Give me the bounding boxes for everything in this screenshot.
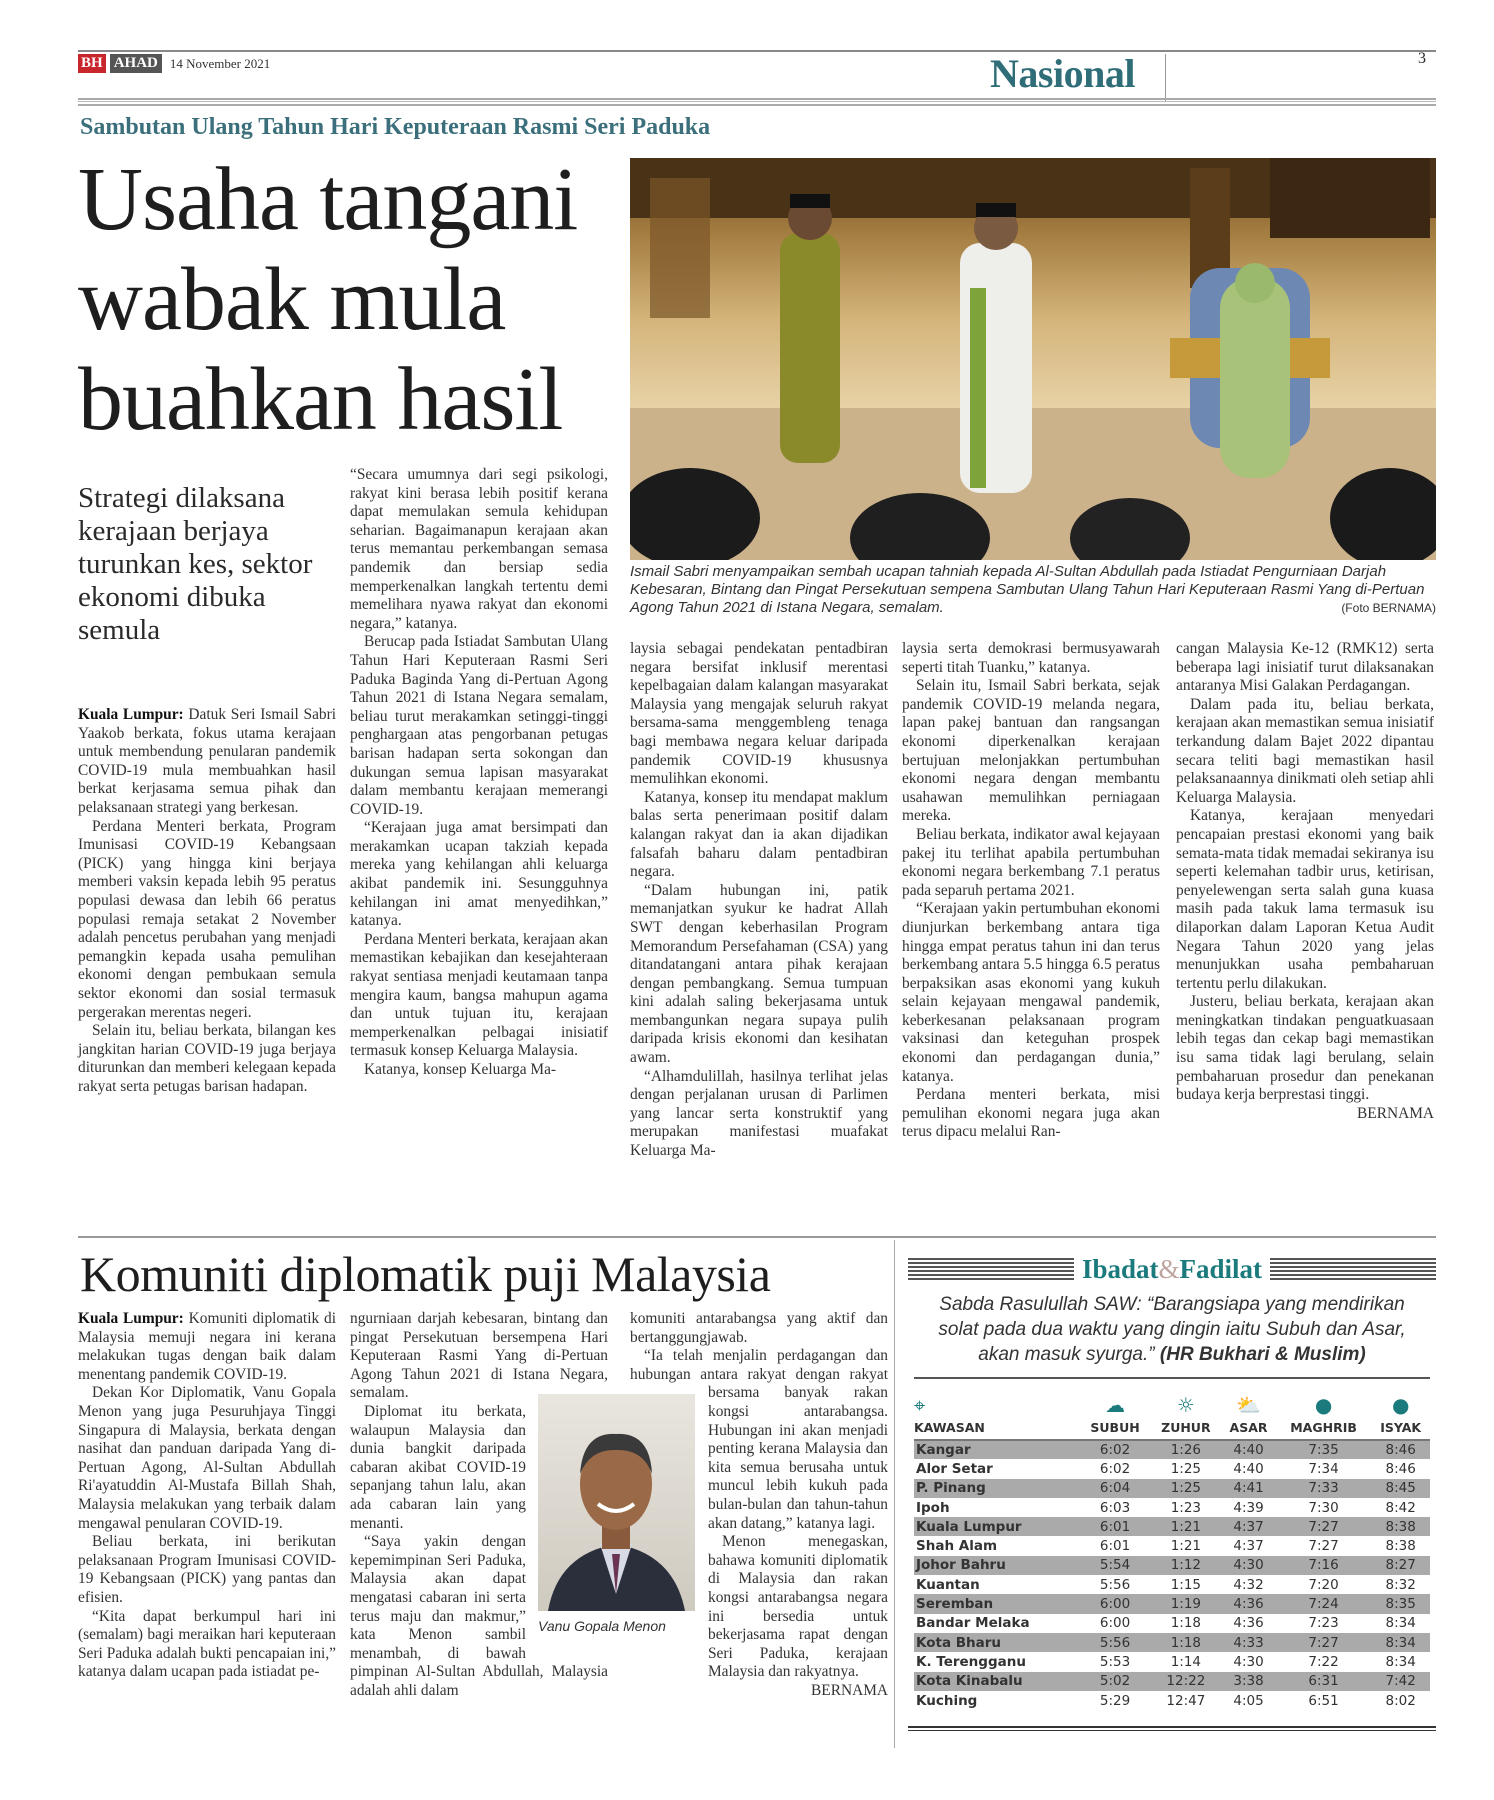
article-photo [630, 158, 1436, 560]
paragraph [350, 633, 608, 819]
table-row [914, 1691, 1430, 1710]
prayer-time: 4:33 [1221, 1633, 1275, 1652]
article-column [1176, 640, 1434, 1123]
prayer-time: 1:23 [1170, 1499, 1202, 1516]
cloud-icon: ☁ [1105, 1393, 1126, 1417]
paragraph [1176, 696, 1434, 808]
top-rule [78, 50, 1436, 52]
photo-caption [630, 563, 1436, 617]
prayer-time: 8:27 [1371, 1556, 1430, 1575]
section-title: Nasional [990, 51, 1135, 96]
portrait-caption: Vanu Gopala Menon [538, 1618, 666, 1634]
table-row [914, 1536, 1430, 1555]
page-number: 3 [1418, 50, 1426, 67]
prayer-time: 7:23 [1308, 1615, 1339, 1632]
title-rule [908, 1258, 1074, 1280]
paragraph-text: Diplomat itu berkata, walaupun Malaysia dan dunia bangkit daripada cabaran akibat COVID-19 sepanjang tahun lalu, akan ada cabaran lain yang menanti. [350, 1402, 526, 1532]
prayer-times-table [914, 1393, 1430, 1710]
prayer-time: 4:36 [1233, 1615, 1264, 1632]
paragraph-text: “Alhamdulillah, hasilnya terlihat jelas dengan perjalanan urusan di Parlimen yang lancar serta konstruktif yang merupakan manifestasi muafakat Keluarga Ma- [630, 1067, 888, 1160]
dot-sun-icon: ● [1314, 1393, 1333, 1417]
location-icon: ⌖ [914, 1393, 926, 1417]
paragraph-text: Dekan Kor Diplomatik, Vanu Gopala Menon yang juga Pesuruhjaya Tinggi Singapura di Malaysia, berkata dengan nasihat dan panduan daripada Yang di-Pertuan Agong, Al-Sultan Abdullah Ri'ayatuddin Al-Mustafa Billah Shah, Malaysia melakukan yang terbaik dalam mengawal penularan COVID-19. [78, 1384, 336, 1532]
divider [914, 1377, 1430, 1379]
area-name: Johor Bahru [914, 1556, 1080, 1575]
area-name: P. Pinang [914, 1479, 1080, 1498]
paragraph [630, 1310, 888, 1347]
prayer-time: 3:38 [1221, 1672, 1275, 1691]
prayer-time: 6:02 [1080, 1440, 1151, 1459]
table-row [914, 1517, 1430, 1536]
table-row [914, 1498, 1430, 1517]
area-name: Kangar [914, 1440, 1080, 1459]
prayer-time: 7:27 [1276, 1633, 1372, 1652]
paragraph-text: Komuniti diplomatik di Malaysia memuji negara ini kerana melakukan tugas dengan baik dalam menentang pandemik COVID-19. [78, 1310, 336, 1383]
table-row [914, 1614, 1430, 1633]
title-ampersand: & [1158, 1253, 1180, 1284]
prayer-time: 1:19 [1150, 1594, 1221, 1613]
prayer-time: 1:26 [1150, 1440, 1221, 1459]
headline-line: Usaha tangani [78, 150, 578, 249]
paragraph [350, 466, 608, 633]
masthead-logo [78, 54, 270, 73]
prayer-time: 4:30 [1233, 1653, 1264, 1670]
paragraph [630, 640, 888, 789]
prayer-times-box [908, 1252, 1436, 1731]
prayer-time: 4:36 [1221, 1594, 1275, 1613]
paragraph-text: Katanya, kerajaan menyedari pencapaian prestasi ekonomi yang baik semata-mata tidak memadai sekiranya isu seperti kelemahan tadbir urus, ketirisan, penyelewengan serta salah guna kuasa masih pada takuk lama termasuk isu dilaporkan dalam Laporan Ketua Audit Negara Tahun 2020 yang jelas menunjukkan usaha pembaharuan tertentu perlu dilakukan. [1176, 807, 1434, 992]
header-label: ZUHUR [1161, 1420, 1211, 1435]
header-label: SUBUH [1090, 1420, 1140, 1435]
paragraph-text: Selain itu, Ismail Sabri berkata, sejak pandemik COVID-19 melanda negara, lapan pakej bantuan dan rangsangan ekonomi diperkenalkan kerajaan bertujuan melonjakkan pertumbuhan ekonomi negara dengan membantu usahawan memulihkan perniagaan mereka. [902, 677, 1160, 825]
prayer-time: 7:42 [1371, 1672, 1430, 1691]
paragraph-text: Perdana Menteri berkata, kerajaan akan memastikan kebajikan dan kesejahteraan rakyat sentiasa menjadi keutamaan tanpa mengira kaum, bangsa mahupun agama dan untuk tujuan itu, kerajaan memperkenalkan pelbagai inisiatif termasuk konsep Keluarga Malaysia. [350, 930, 608, 1060]
prayer-time: 1:21 [1150, 1517, 1221, 1536]
prayer-time: 8:35 [1371, 1594, 1430, 1613]
brand-logo: BH [78, 54, 106, 73]
paragraph-text: Dalam pada itu, beliau berkata, kerajaan akan memastikan semua inisiatif terkandung dalam Bajet 2022 dipantau secara teliti bagi memastikan hasil pelaksanaannya dinikmati oleh setiap ahli Keluarga Malaysia. [1176, 695, 1434, 806]
paragraph-text: “Kerajaan yakin pertumbuhan ekonomi diunjurkan berkembang antara tiga hingga empat peratus tahun ini dan terus berkembang antara 5.5 hingga 6.5 peratus berpaksikan asas ekonomi yang kukuh selain kejayaan mengawal pandemik, keberkesanan pelaksanaan program vaksinasi dan keteguhan prospek ekonomi dan perdagangan dunia,” katanya. [902, 900, 1160, 1085]
article-column [78, 1310, 336, 1682]
area-name: Kuantan [916, 1576, 980, 1593]
prayer-time: 1:12 [1150, 1556, 1221, 1575]
paragraph-text: “Kita dapat berkumpul hari ini (semalam) bagi meraikan hari keputeraan Seri Paduka adalah bukti pencapaian ini,” katanya dalam ucapan pada istiadat pe- [78, 1607, 336, 1681]
article-column [902, 640, 1160, 1142]
photo-credit: (Foto BERNAMA) [1341, 601, 1436, 615]
prayer-time: 7:16 [1276, 1556, 1372, 1575]
caption-text: Ismail Sabri menyampaikan sembah ucapan tahniah kepada Al-Sultan Abdullah pada Istiadat Pengurniaan Darjah Kebesaran, Bintang dan Pingat Persekutuan sempena Sambutan Ulang Tahun Hari Keputeraan Rasmi Yang di-Pertuan Agong Tahun 2021 di Istana Negara, semalam. [630, 563, 1425, 616]
prayer-time: 8:45 [1371, 1479, 1430, 1498]
prayer-time: 6:00 [1080, 1594, 1151, 1613]
dateline: Kuala Lumpur: [78, 706, 184, 723]
signoff: BERNAMA [811, 1681, 888, 1699]
paragraph [78, 706, 336, 818]
article-column [630, 640, 888, 1161]
prayer-time: 12:22 [1150, 1672, 1221, 1691]
edition-label: AHAD [110, 54, 162, 73]
paragraph-text: Katanya, konsep itu mendapat maklum balas serta penerimaan positif dalam kalangan rakyat dan ia akan dijadikan falsafah baharu dalam pentadbiran negara. [630, 788, 888, 881]
header-label: KAWASAN [914, 1420, 985, 1435]
column-header [1080, 1393, 1151, 1440]
prayer-time: 7:35 [1276, 1440, 1372, 1459]
prayer-time: 8:42 [1385, 1499, 1416, 1516]
prayer-time: 5:02 [1080, 1672, 1151, 1691]
column-header [914, 1393, 1080, 1440]
paragraph [350, 931, 608, 1061]
article-separator [78, 1236, 1436, 1238]
prayer-time: 5:53 [1099, 1653, 1131, 1670]
paragraph-text: Beliau berkata, ini berikutan pelaksanaan Program Imunisasi COVID-19 Kebangsaan (PICK) yang pantas dan efisien. [78, 1533, 336, 1606]
header-rules [78, 98, 1436, 106]
prayer-time: 8:34 [1385, 1653, 1416, 1670]
paragraph [78, 1310, 336, 1384]
column-header [1371, 1393, 1430, 1440]
paragraph-text: “Ia telah menjalin perdagangan dan hubungan antara rakyat dengan rakyat bersama banyak rakan kongsi antarabangsa. Hubungan ini akan menjadi penting kerana Malaysia dan kita semua berusaha untuk muncul lebih kukuh pada bulan-bulan dan tahun-tahun akan datang,” katanya lagi. [630, 1347, 888, 1532]
paragraph-text: ngurniaan darjah kebesaran, bintang dan pingat Persekutuan bersempena Hari Keputeraan Rasmi Yang di-Pertuan Agong Tahun 2021 di Istana Negara, semalam. [350, 1310, 608, 1402]
paragraph-text: Beliau berkata, indikator awal kejayaan pakej itu terlihat apabila pertumbuhan ekonomi negara berkembang 7.1 peratus pada separuh pertama 2021. [902, 825, 1161, 899]
paragraph-text: “Secara umumnya dari segi psikologi, rakyat kini berasa lebih positif kerana dapat memulakan semula kehidupan seharian. Bagaimanapun kerajaan akan terus memantau perkembangan semasa pandemik dan bersiap sedia memperkenalkan langkah tertentu demi memelihara nyawa rakyat dan ekonomi negara,” katanya. [350, 466, 608, 632]
paragraph [902, 640, 1160, 677]
prayer-time: 6:02 [1099, 1460, 1131, 1477]
prayer-time: 4:40 [1221, 1440, 1275, 1459]
prayer-time: 4:40 [1233, 1460, 1264, 1477]
paragraph [630, 789, 888, 882]
prayer-time: 1:14 [1170, 1653, 1202, 1670]
paragraph [630, 1068, 888, 1161]
paragraph-text: komuniti antarabangsa yang aktif dan bertanggungjawab. [630, 1310, 888, 1346]
prayer-time: 5:56 [1099, 1576, 1131, 1593]
headline-line: buahkan hasil [78, 350, 563, 449]
prayer-time: 6:01 [1099, 1538, 1131, 1555]
table-row [914, 1594, 1430, 1613]
prayer-time: 6:51 [1308, 1692, 1339, 1709]
area-name: Kota Bharu [914, 1633, 1080, 1652]
area-name: Bandar Melaka [916, 1615, 1030, 1632]
quote-source: (HR Bukhari & Muslim) [1159, 1344, 1366, 1365]
prayer-time: 1:25 [1150, 1479, 1221, 1498]
prayer-time: 4:05 [1233, 1692, 1264, 1709]
table-row [914, 1575, 1430, 1594]
prayer-time: 7:24 [1276, 1594, 1372, 1613]
area-name: Seremban [914, 1594, 1080, 1613]
prayer-time: 8:46 [1371, 1440, 1430, 1459]
paragraph [902, 826, 1160, 900]
portrait-photo [538, 1394, 695, 1611]
paragraph [78, 1384, 336, 1533]
paragraph-text: Perdana menteri berkata, misi pemulihan ekonomi negara juga akan terus dipacu melalui Ran- [902, 1086, 1160, 1141]
issue-date: 14 November 2021 [169, 55, 271, 71]
article-headline [78, 150, 577, 450]
quote-text: Sabda Rasulullah SAW: “Barangsiapa yang mendirikan solat pada dua waktu yang dingin iaitu Subuh dan Asar, akan masuk syurga.” [938, 1294, 1406, 1365]
table-row [914, 1633, 1430, 1652]
box-title [908, 1252, 1436, 1286]
paragraph-text: Katanya, konsep Keluarga Ma- [364, 1061, 557, 1078]
section-divider [1165, 54, 1166, 102]
article-column [350, 466, 608, 1080]
paragraph [1176, 640, 1434, 696]
table-row [914, 1479, 1430, 1498]
prayer-time: 6:01 [1080, 1517, 1151, 1536]
prayer-time: 4:37 [1233, 1538, 1264, 1555]
prayer-time: 12:47 [1166, 1692, 1206, 1709]
prayer-time: 7:30 [1308, 1499, 1339, 1516]
prayer-time: 1:18 [1170, 1615, 1202, 1632]
table-row [914, 1459, 1430, 1478]
signoff: BERNAMA [1357, 1104, 1434, 1122]
column-header [1221, 1393, 1275, 1440]
header-label: MAGHRIB [1290, 1420, 1357, 1435]
area-name: Kuala Lumpur [914, 1517, 1080, 1536]
prayer-time: 5:29 [1099, 1692, 1131, 1709]
paragraph-text: laysia sebagai pendekatan pentadbiran negara bersifat inklusif merentasi kepelbagaian dalam kalangan masyarakat Malaysia yang mengajak seluruh rakyat bersama-sama menggembleng tenaga bagi membawa negara keluar daripada pandemik COVID-19 khususnya memulihkan ekonomi. [630, 640, 888, 788]
column-divider [894, 1240, 895, 1748]
paragraph [78, 1022, 336, 1096]
paragraph [350, 1310, 608, 1403]
paragraph-text: Selain itu, beliau berkata, bilangan kes jangkitan harian COVID-19 juga berjaya diturunkan dan memberi kelegaan kepada rakyat serta petugas barisan hadapan. [78, 1022, 336, 1095]
prayer-time: 8:34 [1371, 1633, 1430, 1652]
paragraph-text: Menon menegaskan, bahawa komuniti diplomatik di Malaysia dan rakan kongsi antarabangsa negara ini bersedia untuk bekerjasama rapat dengan Seri Paduka, kerajaan Malaysia dan rakyatnya. [708, 1533, 888, 1681]
area-name: Ipoh [916, 1499, 950, 1516]
title-part: Fadilat [1179, 1253, 1263, 1284]
article-deck: Strategi dilaksana kerajaan berjaya turunkan kes, sektor ekonomi dibuka semula [78, 482, 313, 646]
prayer-time: 8:02 [1385, 1692, 1416, 1709]
prayer-time: 4:30 [1221, 1556, 1275, 1575]
paragraph [1176, 807, 1434, 993]
prayer-time: 6:31 [1276, 1672, 1372, 1691]
prayer-time: 7:34 [1308, 1460, 1339, 1477]
header-label: ASAR [1229, 1420, 1268, 1435]
prayer-time: 8:38 [1385, 1538, 1416, 1555]
paragraph-text: Berucap pada Istiadat Sambutan Ulang Tahun Hari Keputeraan Rasmi Seri Paduka Baginda Yang di-Pertuan Agong Tahun 2021 di Istana Negara semalam, beliau turut merakamkan setinggi-tinggi penghargaan atas pengorbanan petugas barisan hadapan serta sokongan dan dukungan semua lapisan masyarakat dalam membantu kerajaan memerangi COVID-19. [350, 633, 608, 818]
table-row [914, 1672, 1430, 1691]
paragraph [78, 1608, 336, 1682]
paragraph-text: Perdana Menteri berkata, Program Imunisasi COVID-19 Kebangsaan (PICK) yang hingga kini berjaya memberi vaksin kepada lebih 95 peratus populasi dewasa dan lebih 66 peratus populasi remaja setakat 2 November adalah pencetus perubahan yang menjadi pemangkin kepada usaha pemulihan ekonomi dengan pembukaan semula sektor ekonomi dan sosial termasuk pergerakan merentas negeri. [78, 817, 336, 1021]
prayer-time: 4:32 [1233, 1576, 1264, 1593]
paragraph [1176, 993, 1434, 1123]
paragraph-text: cangan Malaysia Ke-12 (RMK12) serta beberapa lagi inisiatif turut dilaksanakan antaranya Misi Galakan Perdagangan. [1176, 640, 1434, 695]
table-row [914, 1440, 1430, 1459]
title-part: Ibadat [1081, 1253, 1159, 1284]
prayer-time: 7:20 [1308, 1576, 1339, 1593]
prayer-time: 7:27 [1276, 1517, 1372, 1536]
prayer-time: 5:56 [1080, 1633, 1151, 1652]
paragraph [902, 1086, 1160, 1142]
area-name: Shah Alam [916, 1538, 998, 1555]
prayer-time: 1:18 [1150, 1633, 1221, 1652]
article-kicker: Sambutan Ulang Tahun Hari Keputeraan Rasmi Seri Paduka [80, 114, 711, 140]
prayer-time: 7:22 [1308, 1653, 1339, 1670]
paragraph-text: “Kerajaan juga amat bersimpati dan merakamkan ucapan takziah kepada mereka yang kehilangan ahli keluarga akibat pandemik ini. Sesungguhnya kehilangan ini amat menyedihkan,” katanya. [350, 819, 608, 930]
paragraph [350, 1061, 608, 1080]
prayer-time: 8:46 [1385, 1460, 1416, 1477]
box-title-text [1082, 1254, 1262, 1285]
area-name: Alor Setar [916, 1460, 993, 1477]
paragraph [630, 882, 888, 1068]
paragraph [350, 819, 608, 931]
area-name: K. Terengganu [916, 1653, 1026, 1670]
prayer-time: 4:37 [1221, 1517, 1275, 1536]
paragraph-text: Datuk Seri Ismail Sabri Yaakob berkata, fokus utama kerajaan untuk membendung penularan pandemik COVID-19 mula membuahkan hasil berkat kerjasama semua pihak dan pelaksanaan strategi yang berkesan. [78, 706, 336, 816]
paragraph-text: laysia serta demokrasi bermusyawarah seperti titah Tuanku,” katanya. [902, 640, 1160, 676]
title-rule [1270, 1258, 1436, 1280]
prayer-time: 1:15 [1170, 1576, 1202, 1593]
headline-line: wabak mula [78, 250, 506, 349]
column-header [1150, 1393, 1221, 1440]
paragraph [902, 677, 1160, 826]
prayer-time: 1:21 [1170, 1538, 1202, 1555]
prayer-time: 8:34 [1385, 1615, 1416, 1632]
paragraph [902, 900, 1160, 1086]
prayer-time: 8:32 [1385, 1576, 1416, 1593]
prayer-time: 7:33 [1276, 1479, 1372, 1498]
article-column [78, 706, 336, 1096]
prayer-time: 8:38 [1371, 1517, 1430, 1536]
table-row [914, 1556, 1430, 1575]
area-name: Kuching [916, 1692, 978, 1709]
ceremony-photo-illustration [630, 158, 1436, 560]
prayer-time: 7:27 [1308, 1538, 1339, 1555]
dateline: Kuala Lumpur: [78, 1310, 184, 1327]
paragraph [78, 1533, 336, 1607]
paragraph-text: “Saya yakin dengan kepemimpinan Seri Paduka, Malaysia akan dapat mengatasi cabaran ini serta terus maju dan makmur,” kata Menon sambil menambah, di bawah pimpinan Al-Sultan Abdullah, Malaysia adalah ahli dalam [350, 1533, 608, 1699]
prayer-time: 4:39 [1233, 1499, 1264, 1516]
article-headline: Komuniti diplomatik puji Malaysia [80, 1246, 771, 1302]
prayer-time: 4:41 [1221, 1479, 1275, 1498]
paragraph-text: “Dalam hubungan ini, patik memanjatkan syukur ke hadrat Allah SWT dengan keberhasilan Program Memorandum Persefahaman (CSA) yang ditandatangani antara pihak kerajaan dengan pembangkang. Semua tumpuan kini adalah saling bekerjasama untuk membangunkan negara supaya pulih daripada krisis ekonomi dan kesihatan awam. [630, 881, 888, 1067]
sun-icon: ☼ [1176, 1393, 1195, 1417]
table-row [914, 1652, 1430, 1671]
prayer-time: 6:03 [1099, 1499, 1131, 1516]
prayer-time: 6:00 [1099, 1615, 1131, 1632]
prayer-time: 5:54 [1080, 1556, 1151, 1575]
hadith-quote [908, 1292, 1436, 1367]
paragraph [78, 818, 336, 1023]
portrait-illustration [538, 1394, 695, 1611]
area-name: Kota Kinabalu [914, 1672, 1080, 1691]
paragraph-text: Justeru, beliau berkata, kerajaan akan meningkatkan tindakan penguatkuasaan lebih tegas dan cekap bagi memastikan isu sama tidak lagi berulang, selain pembaharuan prosedur dan penekanan budaya kerja berprestasi tinggi. [1176, 993, 1434, 1104]
prayer-time: 6:04 [1080, 1479, 1151, 1498]
prayer-time: 1:25 [1170, 1460, 1202, 1477]
sun-cloud-icon: ⛅ [1236, 1393, 1261, 1417]
column-header [1276, 1393, 1372, 1440]
dot-sun-icon: ● [1391, 1393, 1410, 1417]
header-label: ISYAK [1380, 1420, 1422, 1435]
box-bottom-rule [908, 1726, 1436, 1731]
